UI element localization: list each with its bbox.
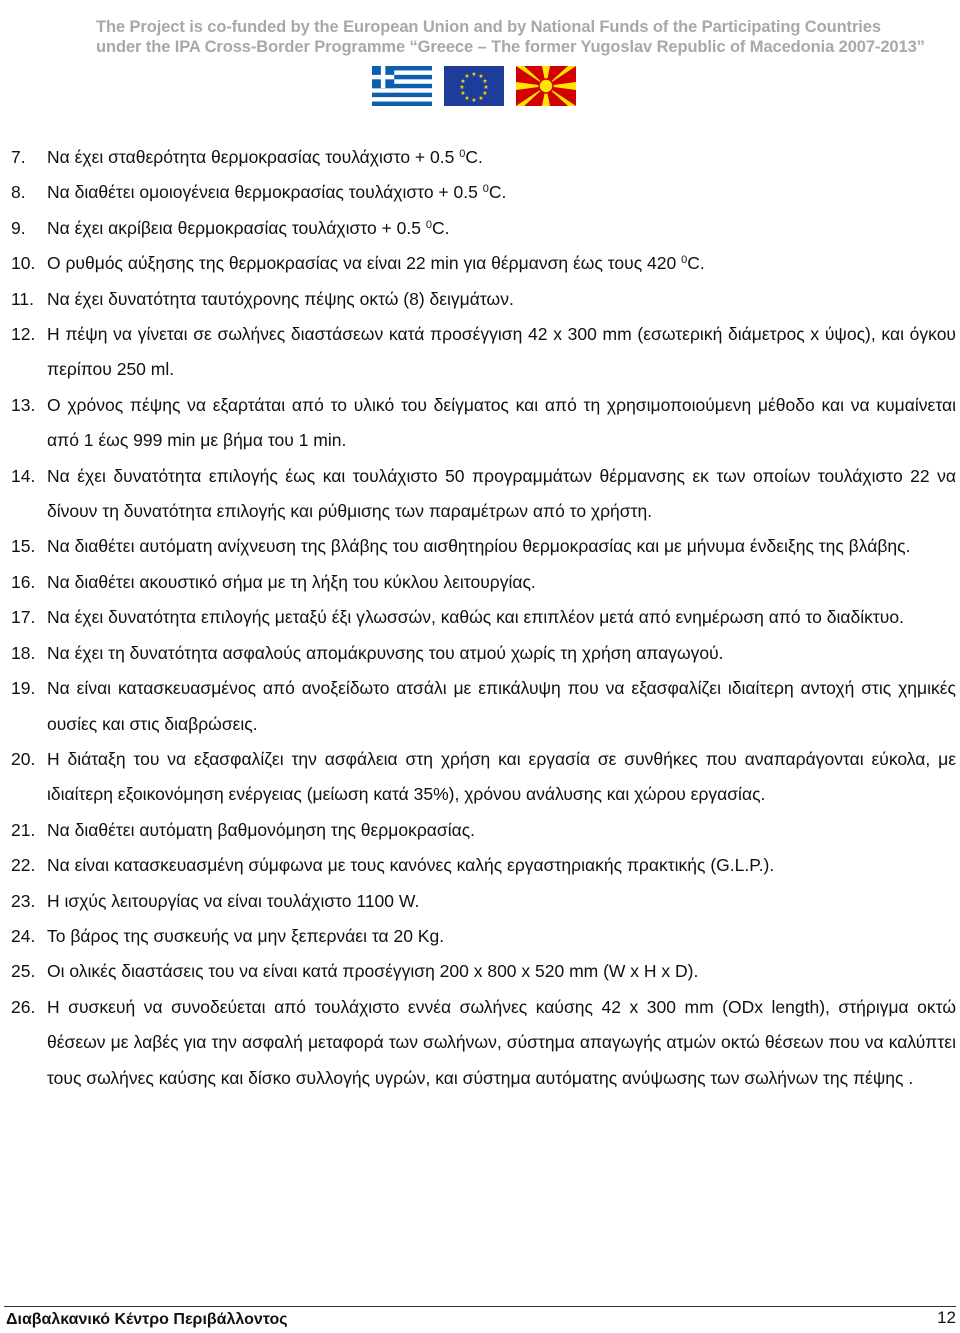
svg-text:★: ★ bbox=[471, 97, 477, 104]
list-item bbox=[0, 848, 960, 883]
macedonia-flag-icon bbox=[516, 66, 576, 106]
list-item-body: Να έχει δυνατότητα επιλογής έως και τουλάχιστο 50 προγραμμάτων θέρμανσης εκ των οποίων τουλάχιστο 22 να δίνουν τη δυνατότητα επιλογής και ρύθμισης των παραμέτρων από το χρήστη. bbox=[47, 465, 956, 522]
list-item-body: Να διαθέτει ακουστικό σήμα με τη λήξη του κύκλου λειτουργίας. bbox=[47, 571, 536, 592]
list-item-text bbox=[47, 282, 956, 317]
degree-superscript: 0 bbox=[459, 148, 466, 160]
list-item-number: 8. bbox=[11, 182, 26, 203]
list-item bbox=[0, 884, 960, 919]
list-item-body: Να διαθέτει αυτόματη ανίχνευση της βλάβης του αισθητηρίου θερμοκρασίας και με μήνυμα ένδειξης της βλάβης. bbox=[47, 536, 911, 557]
list-item bbox=[0, 742, 960, 813]
funding-line-1: The Project is co-funded by the European Union and by National Funds of the Participating Countries bbox=[96, 18, 881, 36]
footer-organization: Διαβαλκανικό Κέντρο Περιβάλλοντος bbox=[6, 1311, 288, 1328]
list-item-body: Να έχει τη δυνατότητα ασφαλούς απομάκρυνσης του ατμού χωρίς τη χρήση απαγωγού. bbox=[47, 642, 724, 663]
list-item-text bbox=[47, 671, 956, 742]
greece-flag-icon bbox=[372, 66, 432, 106]
list-item bbox=[0, 175, 960, 210]
list-item-number: 14. bbox=[11, 465, 36, 486]
list-item-text bbox=[47, 211, 956, 246]
list-item-number: 12. bbox=[11, 324, 36, 345]
list-item-number: 9. bbox=[11, 217, 26, 238]
list-item-body: Να διαθέτει ομοιογένεια θερμοκρασίας τουλάχιστο + 0.5 bbox=[47, 182, 483, 203]
list-item-number: 22. bbox=[11, 855, 36, 876]
list-item-body: Το βάρος της συσκευής να μην ξεπερνάει τα 20 Kg. bbox=[47, 925, 445, 946]
list-item-text bbox=[47, 813, 956, 848]
list-item-text bbox=[47, 317, 956, 388]
list-item-body: Να διαθέτει αυτόματη βαθμονόμηση της θερμοκρασίας. bbox=[47, 819, 475, 840]
list-item-body: Η διάταξη του να εξασφαλίζει την ασφάλεια στη χρήση και εργασία σε συνθήκες που αναπαράγονται εύκολα, με ιδιαίτερη εξοικονόμηση ενέργειας (μείωση κατά 35%), χρόνου ανάλυσης και χώρου εργασίας. bbox=[47, 748, 956, 805]
list-item bbox=[0, 459, 960, 530]
list-item-text bbox=[47, 636, 956, 671]
list-item bbox=[0, 246, 960, 281]
list-item-number: 18. bbox=[11, 642, 36, 663]
list-item bbox=[0, 600, 960, 635]
list-item-text bbox=[47, 954, 956, 989]
page-number: 12 bbox=[937, 1308, 956, 1327]
list-item-text bbox=[47, 600, 956, 635]
list-item bbox=[0, 990, 960, 1096]
list-item-body: Να είναι κατασκευασμένος από ανοξείδωτο ατσάλι με επικάλυψη που να εξασφαλίζει ιδιαίτερη αντοχή στις χημικές ουσίες και στις διαβρώσεις. bbox=[47, 678, 956, 734]
list-item-body: Να έχει δυνατότητα ταυτόχρονης πέψης οκτώ (8) δειγμάτων. bbox=[47, 288, 514, 309]
list-item-body: Ο χρόνος πέψης να εξαρτάται από το υλικό του δείγματος και από τη χρησιμοποιούμενη μέθοδο και να κυμαίνεται από 1 έως 999 min με βήμα του 1 min. bbox=[47, 394, 956, 451]
list-item-text bbox=[47, 990, 956, 1096]
list-item-number: 15. bbox=[11, 536, 36, 557]
list-item-text bbox=[47, 246, 956, 281]
svg-text:★: ★ bbox=[459, 84, 465, 91]
list-item bbox=[0, 388, 960, 459]
list-item-number: 24. bbox=[11, 925, 36, 946]
list-item-number: 10. bbox=[11, 253, 36, 274]
list-item bbox=[0, 636, 960, 671]
list-item-number: 20. bbox=[11, 748, 36, 769]
svg-text:★: ★ bbox=[460, 78, 466, 85]
svg-text:★: ★ bbox=[464, 73, 470, 80]
list-item bbox=[0, 529, 960, 564]
list-item-number: 7. bbox=[11, 147, 26, 167]
list-item-text bbox=[47, 140, 956, 175]
svg-text:★: ★ bbox=[464, 95, 470, 102]
list-item bbox=[0, 671, 960, 742]
list-item-number: 21. bbox=[11, 819, 36, 840]
list-item-number: 13. bbox=[11, 394, 36, 415]
funding-banner bbox=[0, 0, 960, 118]
list-item-number: 17. bbox=[11, 607, 36, 628]
list-item bbox=[0, 813, 960, 848]
unit-suffix: C. bbox=[465, 147, 483, 167]
funding-line-2: under the IPA Cross-Border Programme “Greece – The former Yugoslav Republic of Macedonia 2007-2013” bbox=[96, 38, 925, 56]
list-item-text bbox=[47, 388, 956, 459]
list-item-number: 26. bbox=[11, 996, 36, 1017]
svg-text:★: ★ bbox=[478, 73, 484, 80]
unit-suffix: C. bbox=[488, 182, 507, 203]
list-item-body: Ο ρυθμός αύξησης της θερμοκρασίας να είναι 22 min για θέρμανση έως τους 420 bbox=[47, 253, 682, 274]
unit-suffix: C. bbox=[431, 217, 450, 238]
list-item-text bbox=[47, 919, 956, 954]
degree-superscript: 0 bbox=[425, 218, 432, 231]
list-item bbox=[0, 140, 960, 175]
list-item-body: Να είναι κατασκευασμένη σύμφωνα με τους κανόνες καλής εργαστηριακής πρακτικής (G.L.P.). bbox=[47, 855, 775, 876]
list-item bbox=[0, 565, 960, 600]
list-item-number: 23. bbox=[11, 890, 36, 911]
unit-suffix: C. bbox=[687, 253, 705, 274]
list-item-number: 25. bbox=[11, 961, 36, 982]
svg-text:★: ★ bbox=[482, 90, 488, 97]
degree-superscript: 0 bbox=[482, 183, 489, 196]
degree-superscript: 0 bbox=[681, 254, 688, 267]
svg-text:★: ★ bbox=[471, 71, 477, 78]
svg-text:★: ★ bbox=[478, 95, 484, 102]
flags-row bbox=[372, 66, 576, 106]
list-item-body: Να έχει δυνατότητα επιλογής μεταξύ έξι γλωσσών, καθώς και επιπλέον μετά από ενημέρωση από το διαδίκτυο. bbox=[47, 607, 904, 628]
list-item bbox=[0, 211, 960, 246]
footer-divider bbox=[4, 1306, 956, 1307]
requirements-list bbox=[0, 140, 960, 1096]
list-item bbox=[0, 919, 960, 954]
list-item-body: Η συσκευή να συνοδεύεται από τουλάχιστο εννέα σωλήνες καύσης 42 x 300 mm (ODx length), στήριγμα οκτώ θέσεων με λαβές για την ασφαλή μεταφορά των σωλήνων, σύστημα απαγωγής ατμών οκτώ θέσεων που να καλύπτει τους σωλήνες καύσης και δίσκο συλλογής υγρών, και σύστημα αυτόματης ανύψωσης των σωλήνων της πέψης . bbox=[47, 996, 956, 1088]
list-item bbox=[0, 317, 960, 388]
list-item-text bbox=[47, 565, 956, 600]
list-item-text bbox=[47, 884, 956, 919]
eu-flag-icon bbox=[444, 66, 504, 106]
list-item-body: Η ισχύς λειτουργίας να είναι τουλάχιστο 1100 W. bbox=[47, 890, 420, 911]
svg-text:★: ★ bbox=[482, 78, 488, 85]
list-item-number: 16. bbox=[11, 571, 36, 592]
list-item-number: 19. bbox=[11, 678, 36, 699]
list-item bbox=[0, 954, 960, 989]
list-item-text bbox=[47, 848, 956, 883]
svg-text:★: ★ bbox=[483, 84, 489, 91]
list-item-text bbox=[47, 529, 956, 564]
list-item-text bbox=[47, 742, 956, 813]
list-item-body: Η πέψη να γίνεται σε σωλήνες διαστάσεων κατά προσέγγιση 42 x 300 mm (εσωτερική διάμετρος x ύψος), και όγκου περίπου 250 ml. bbox=[47, 324, 956, 380]
list-item-body: Να έχει ακρίβεια θερμοκρασίας τουλάχιστο + 0.5 bbox=[47, 217, 426, 238]
list-item-text bbox=[47, 175, 956, 210]
svg-text:★: ★ bbox=[460, 90, 466, 97]
list-item-body: Οι ολικές διαστάσεις του να είναι κατά προσέγγιση 200 x 800 x 520 mm (W x H x D). bbox=[47, 961, 699, 982]
list-item bbox=[0, 282, 960, 317]
list-item-number: 11. bbox=[11, 288, 35, 309]
list-item-body: Να έχει σταθερότητα θερμοκρασίας τουλάχιστο + 0.5 bbox=[47, 147, 460, 167]
list-item-text bbox=[47, 459, 956, 530]
